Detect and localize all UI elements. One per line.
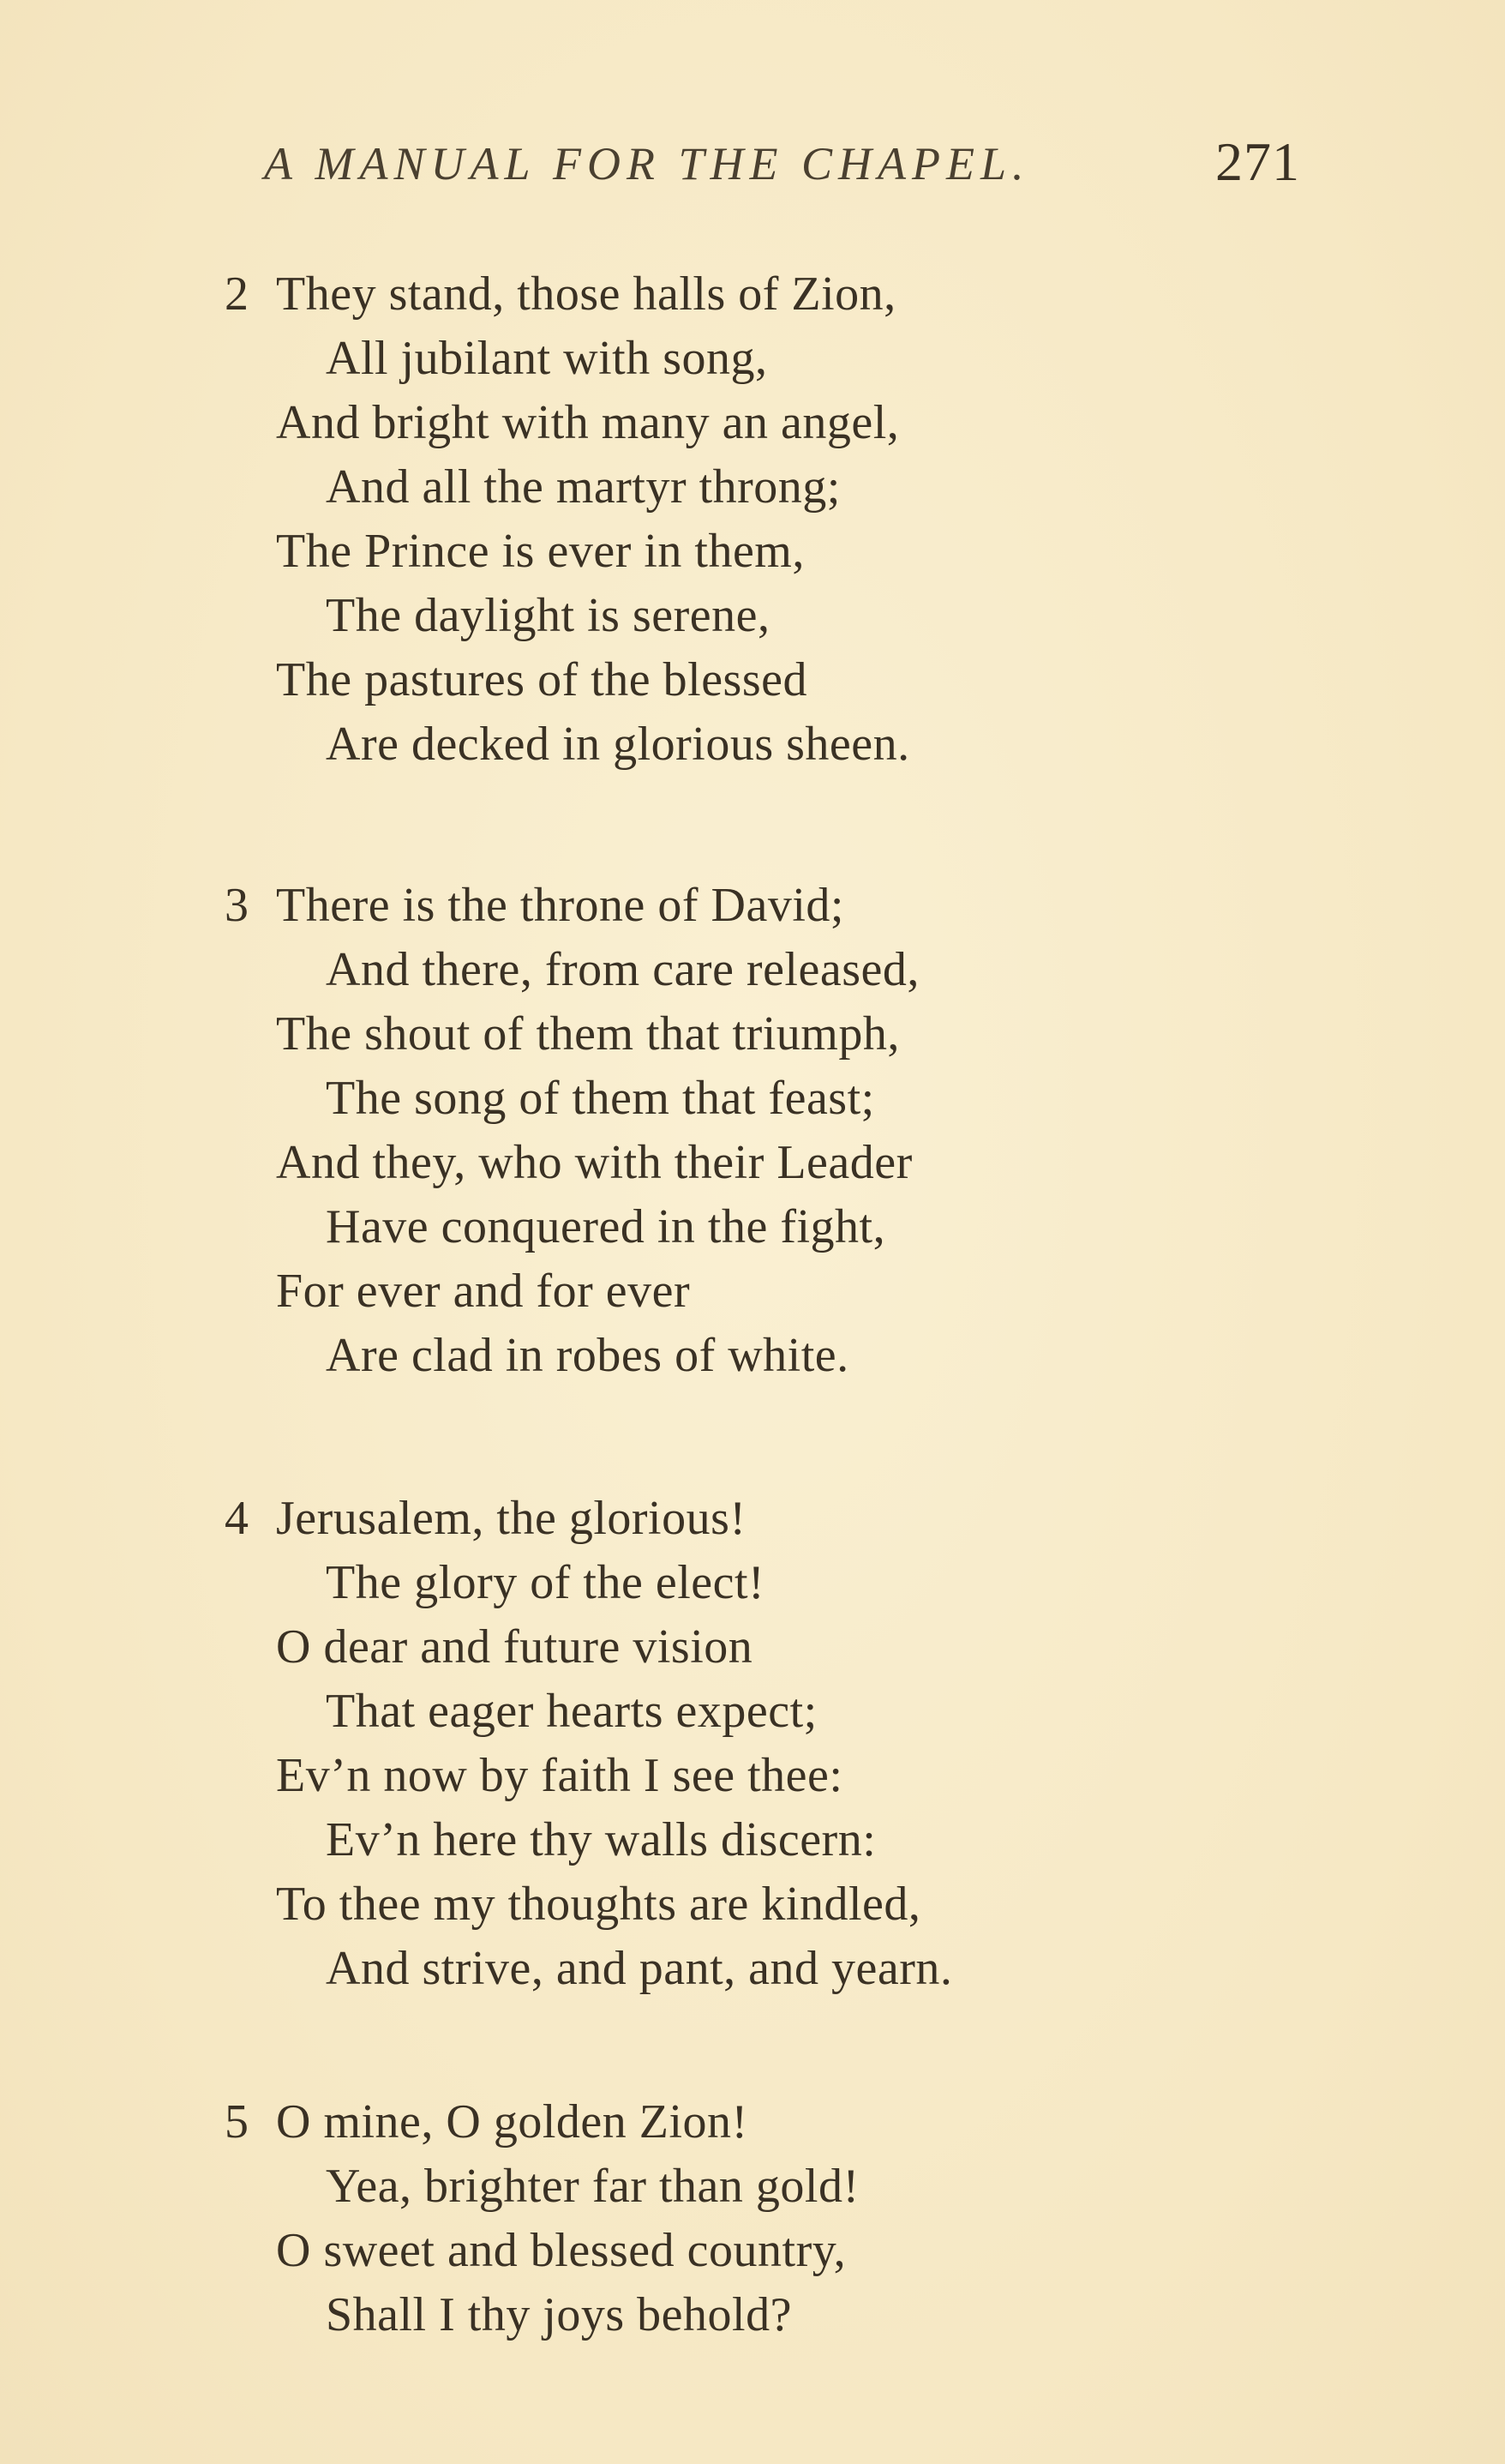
verse-text: And there, from care released,	[326, 943, 920, 996]
verse-text: The shout of them that triumph,	[276, 1007, 900, 1061]
verse-line	[0, 1259, 1505, 1324]
verse-text: To thee my thoughts are kindled,	[276, 1878, 921, 1931]
verse-text: Shall I thy joys behold?	[326, 2288, 792, 2341]
verse-line	[0, 2219, 1505, 2283]
verse-line	[0, 1937, 1505, 2001]
verse-text: O mine, O golden Zion!	[276, 2095, 748, 2148]
verse-text: There is the throne of David;	[276, 879, 844, 932]
stanza-number: 4	[225, 1492, 249, 1545]
verse-line	[0, 1615, 1505, 1680]
verse-text: The glory of the elect!	[326, 1556, 765, 1609]
verse-text: They stand, those halls of Zion,	[276, 267, 896, 321]
verse-line	[0, 520, 1505, 584]
verse-line	[0, 262, 1505, 327]
verse-text: All jubilant with song,	[326, 332, 768, 385]
verse-line	[0, 455, 1505, 520]
verse-text: And strive, and pant, and yearn.	[326, 1942, 953, 1995]
verse-text: Have conquered in the fight,	[326, 1200, 886, 1253]
verse-text: Ev’n here thy walls discern:	[326, 1813, 877, 1866]
page-header	[0, 131, 1505, 197]
verse-line	[0, 1680, 1505, 1744]
verse-text: The song of them that feast;	[326, 1072, 875, 1125]
verse-text: And all the martyr throng;	[326, 460, 841, 514]
verse-line	[0, 1324, 1505, 1388]
verse-line	[0, 874, 1505, 938]
verse-text: Ev’n now by faith I see thee:	[276, 1749, 843, 1802]
verse-line	[0, 1744, 1505, 1808]
verse-text: The daylight is serene,	[326, 589, 770, 642]
stanza-number: 5	[225, 2095, 249, 2148]
verse-text: And bright with many an angel,	[276, 396, 900, 449]
verse-line	[0, 1872, 1505, 1937]
verse-text: And they, who with their Leader	[276, 1136, 913, 1189]
verse-text: For ever and for ever	[276, 1265, 691, 1318]
stanza-4	[0, 1487, 1505, 2001]
stanza-2	[0, 262, 1505, 777]
verse-line	[0, 1131, 1505, 1195]
stanza-number: 2	[225, 267, 249, 321]
verse-line	[0, 391, 1505, 455]
verse-line	[0, 648, 1505, 712]
stanza-number: 3	[225, 879, 249, 932]
verse-line	[0, 327, 1505, 391]
verse-text: O dear and future vision	[276, 1620, 753, 1674]
verse-line	[0, 1487, 1505, 1551]
verse-text: Yea, brighter far than gold!	[326, 2160, 860, 2213]
verse-line	[0, 2283, 1505, 2347]
running-title: A MANUAL FOR THE CHAPEL.	[264, 138, 1030, 189]
stanza-5	[0, 2090, 1505, 2347]
verse-text: That eager hearts expect;	[326, 1685, 818, 1738]
verse-line	[0, 712, 1505, 777]
verse-text: Jerusalem, the glorious!	[276, 1492, 747, 1545]
page-number: 271	[1215, 131, 1300, 192]
verse-text: Are clad in robes of white.	[326, 1329, 849, 1382]
verse-line	[0, 584, 1505, 648]
verse-line	[0, 1551, 1505, 1615]
verse-text: The Prince is ever in them,	[276, 525, 805, 578]
verse-text: The pastures of the blessed	[276, 653, 807, 706]
verse-text: O sweet and blessed country,	[276, 2224, 847, 2277]
verse-line	[0, 1195, 1505, 1259]
verse-line	[0, 938, 1505, 1002]
verse-line	[0, 1808, 1505, 1872]
verse-line	[0, 1067, 1505, 1131]
verse-line	[0, 1002, 1505, 1067]
verse-line	[0, 2090, 1505, 2154]
stanza-3	[0, 874, 1505, 1388]
verse-line	[0, 2154, 1505, 2219]
verse-text: Are decked in glorious sheen.	[326, 718, 910, 771]
